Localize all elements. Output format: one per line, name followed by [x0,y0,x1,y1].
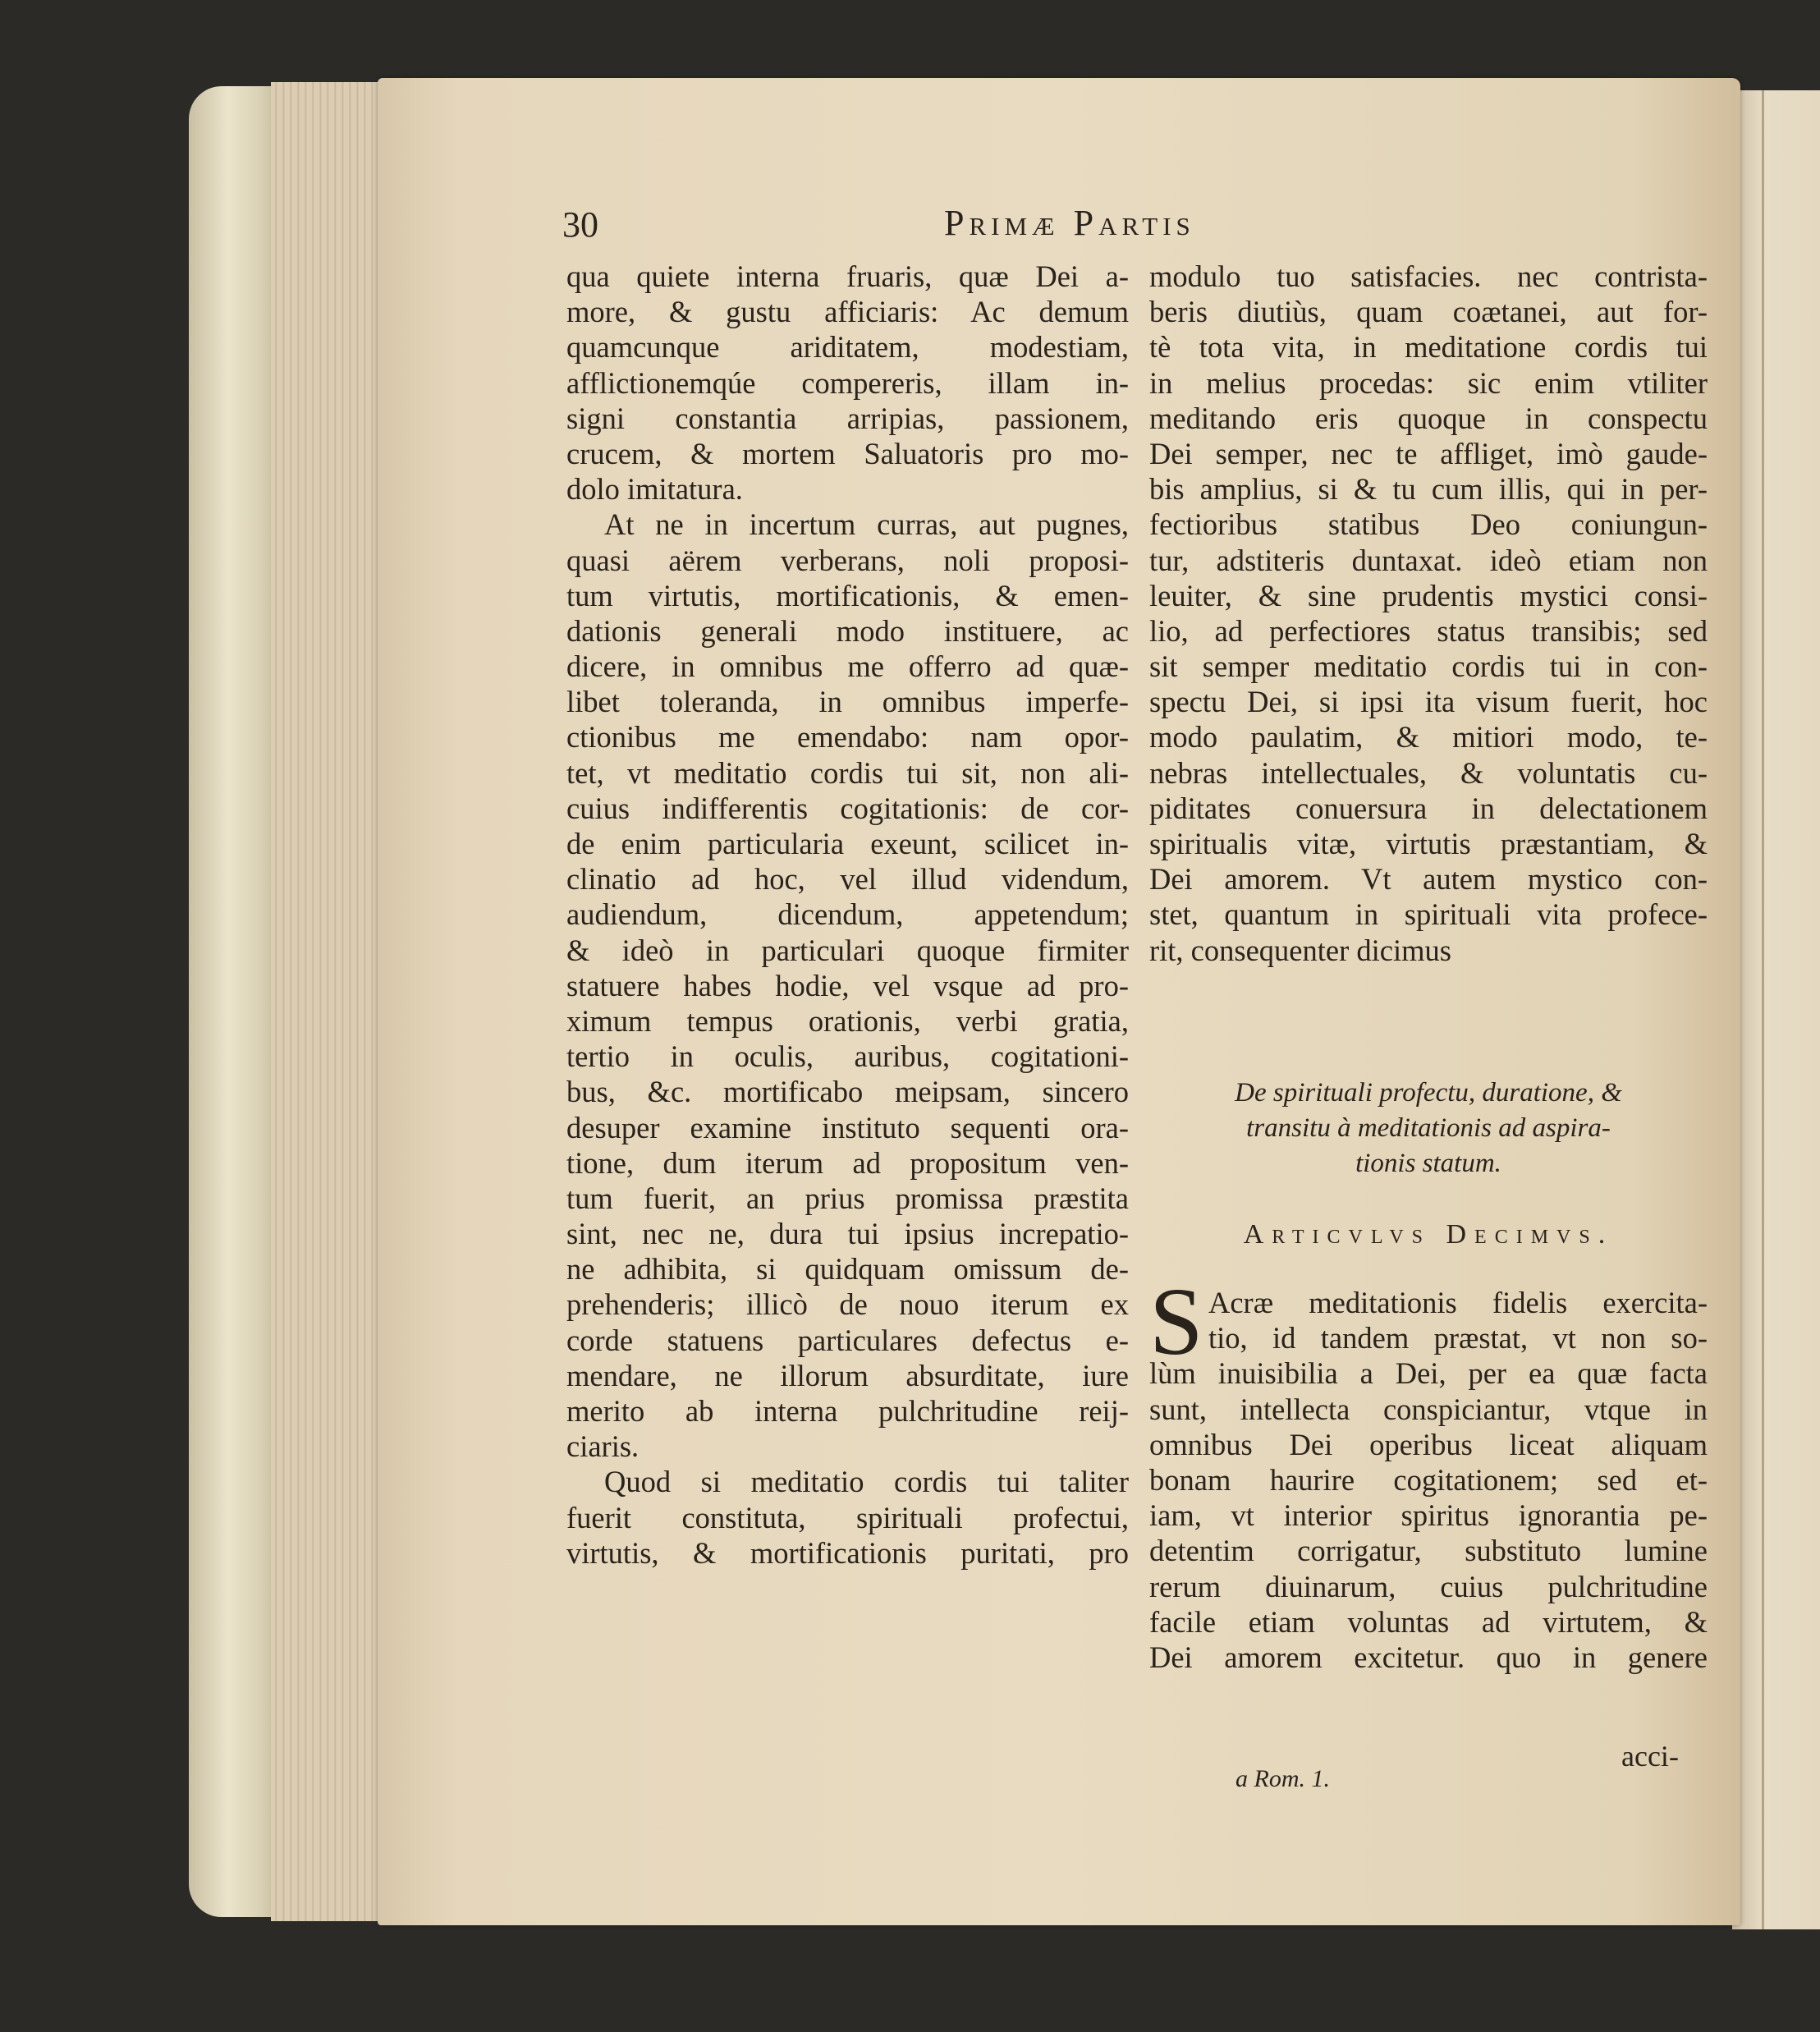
text-line: Dei amorem. Vt autem mystico con- [1149,862,1708,897]
text-line: modo paulatim, & mitiori modo, te- [1149,720,1708,755]
text-line: Acræ meditationis fidelis exercita- [1208,1286,1708,1319]
text-line: bus, &c. mortificabo meipsam, sincero [566,1075,1129,1109]
text-line: audiendum, dicendum, appetendum; [566,897,1129,932]
article-heading-line: De spirituali profectu, duratione, & [1235,1078,1622,1108]
article-heading-line: transitu à meditationis ad aspira- [1246,1113,1611,1143]
text-line: fuerit constituta, spirituali profectui, [566,1500,1129,1534]
page-number: 30 [562,204,598,245]
text-line: bonam haurire cogitationem; sed et- [1149,1462,1708,1497]
text-line: At ne in incertum curras, aut pugnes, [604,507,1129,542]
text-line: Dei semper, nec te affliget, imò gaude- [1149,436,1708,470]
text-line: tione, dum iterum ad propositum ven- [566,1145,1129,1180]
text-line: cuius indifferentis cogitationis: de cor- [566,791,1129,825]
text-line: rerum diuinarum, cuius pulchritudine [1149,1569,1708,1603]
text-line: signi constantia arripias, passionem, [566,401,1129,435]
text-line: prehenderis; illicò de nouo iterum ex [566,1287,1129,1322]
article-heading [1149,1076,1708,1181]
article-title: Articvlvs Decimvs. [1243,1219,1614,1250]
text-line: in melius procedas: sic enim vtiliter [1149,365,1708,400]
text-line: afflictionemqúe compereris, illam in- [566,365,1129,400]
text-line: spectu Dei, si ipsi ita visum fuerit, hoc [1149,685,1708,719]
text-line: omnibus Dei operibus liceat aliquam [1149,1427,1708,1461]
text-line: sint, nec ne, dura tui ipsius increpatio- [566,1217,1129,1251]
running-head: Primæ Partis [944,203,1195,243]
drop-cap: S [1149,1268,1203,1375]
text-line: ne adhibita, si quidquam omissum de- [566,1252,1129,1287]
text-line: ctionibus me emendabo: nam opor- [566,720,1129,755]
text-line: nebras intellectuales, & voluntatis cu- [1149,755,1708,790]
text-line: bis amplius, si & tu cum illis, qui in per- [1149,472,1708,507]
text-line: statuere habes hodie, vel vsque ad pro- [566,968,1129,1002]
text-line: quasi aërem verberans, noli proposi- [566,543,1129,577]
text-line: qua quiete interna fruaris, quæ Dei a- [566,259,1129,293]
footnote: a Rom. 1. [1235,1765,1330,1792]
text-line: desuper examine instituto sequenti ora- [566,1110,1129,1144]
article-heading-line: tionis statum. [1355,1149,1501,1178]
text-line: modulo tuo satisfacies. nec contrista- [1149,259,1708,293]
text-line: tio, id tandem præstat, vt non so- [1208,1321,1708,1355]
text-line: dationis generali modo instituere, ac [566,613,1129,648]
text-line: libet toleranda, in omnibus imperfe- [566,685,1129,719]
text-line: fectioribus statibus Deo coniungun- [1149,507,1708,542]
text-line: lio, ad perfectiores status transibis; sed [1149,613,1708,648]
text-line: tè tota vita, in meditatione cordis tui [1149,330,1708,365]
catchword: acci- [1621,1740,1679,1773]
text-line: crucem, & mortem Saluatoris pro mo- [566,436,1129,470]
text-line: leuiter, & sine prudentis mystici consi- [1149,578,1708,612]
text-line: Dei amorem excitetur. quo in genere [1149,1640,1708,1674]
text-line: more, & gustu afficiaris: Ac demum [566,295,1129,329]
text-line: spiritualis vitæ, virtutis præstantiam, & [1149,827,1708,860]
text-line: rit, consequenter dicimus [1149,933,1451,967]
article-body-column [1149,1285,1708,1675]
text-line: piditates conuersura in delectationem [1149,791,1708,825]
text-line: tet, vt meditatio cordis tui sit, non ali- [566,755,1129,790]
text-line: dolo imitatura. [566,472,743,507]
text-line: merito ab interna pulchritudine reij- [566,1394,1129,1428]
text-line: tertio in oculis, auribus, cogitationi- [566,1039,1129,1074]
text-line: tum fuerit, an prius promissa præstita [566,1181,1129,1215]
right-text-column [1149,259,1708,968]
left-text-column [566,259,1129,1571]
text-line: stet, quantum in spirituali vita profece- [1149,897,1708,932]
text-line: de enim particularia exeunt, scilicet in- [566,827,1129,860]
text-line: sit semper meditatio cordis tui in con- [1149,649,1708,684]
text-line: Quod si meditatio cordis tui taliter [604,1465,1129,1499]
facing-page-edge [1732,90,1820,1929]
text-line: tum virtutis, mortificationis, & emen- [566,578,1129,612]
text-line: corde statuens particulares defectus e- [566,1323,1129,1357]
text-line: virtutis, & mortificationis puritati, pro [566,1535,1129,1570]
text-line: detentim corrigatur, substituto lumine [1149,1534,1708,1568]
text-line: lùm inuisibilia a Dei, per ea quæ facta [1149,1356,1708,1391]
text-line: tur, adstiteris duntaxat. ideò etiam non [1149,543,1708,577]
text-line: beris diutiùs, quam coætanei, aut for- [1149,295,1708,329]
text-line: ciaris. [566,1429,640,1464]
text-line: dicere, in omnibus me offerro ad quæ- [566,649,1129,684]
text-line: facile etiam voluntas ad virtutem, & [1149,1604,1708,1639]
text-line: meditando eris quoque in conspectu [1149,401,1708,435]
text-line: iam, vt interior spiritus ignorantia pe- [1149,1498,1708,1533]
text-line: clinatio ad hoc, vel illud videndum, [566,862,1129,897]
text-line: & ideò in particulari quoque firmiter [566,933,1129,967]
text-line: quamcunque ariditatem, modestiam, [566,330,1129,365]
text-line: sunt, intellecta conspiciantur, vtque in [1149,1392,1708,1426]
text-line: mendare, ne illorum absurditate, iure [566,1358,1129,1392]
text-line: ximum tempus orationis, verbi gratia, [566,1003,1129,1038]
